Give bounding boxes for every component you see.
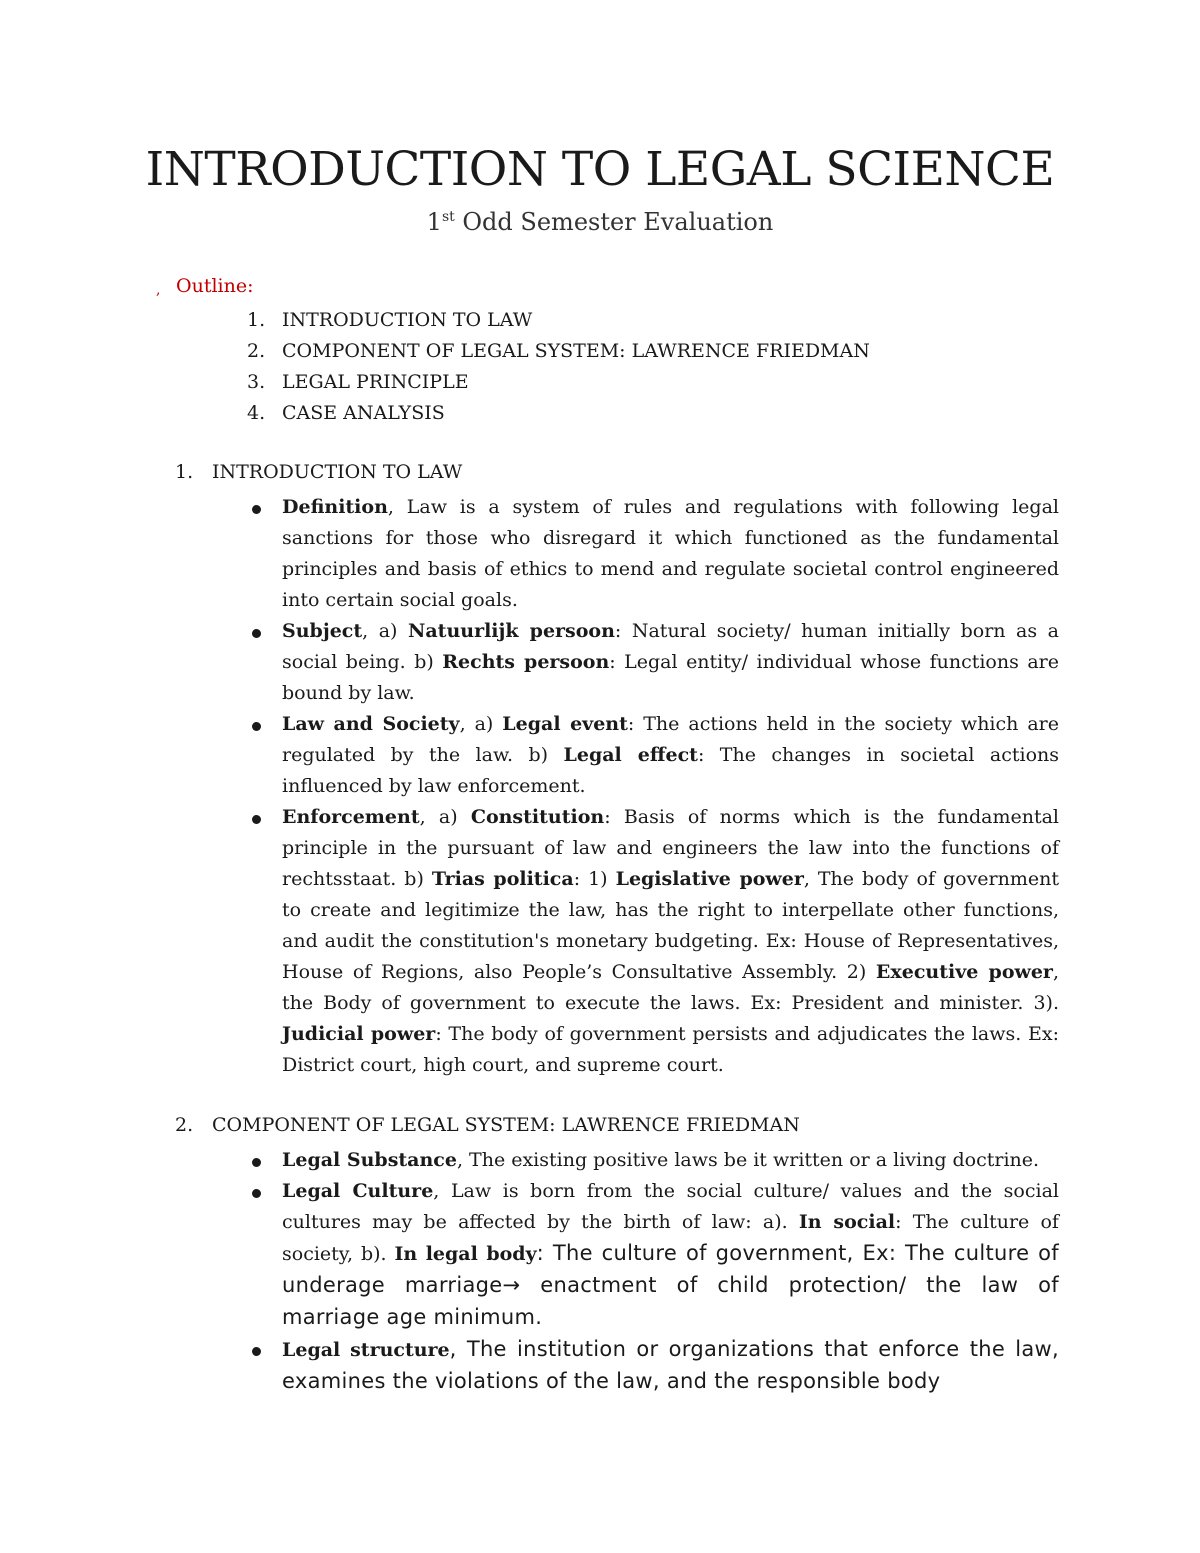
bullet-legal-culture: Legal Culture, Law is born from the social culture/ values and the social cultures may be affected by the birth of law: a). In social: The culture of society, b). In legal body: The culture of government, Ex: The culture of underage marriage→ enactment of child protection/ the law of marriage age minimum. xyxy=(247,1176,1059,1334)
outline-item: 1. INTRODUCTION TO LAW xyxy=(247,309,533,331)
bullet-legal-substance: Legal Substance, The existing positive laws be it written or a living doctrine. xyxy=(247,1145,1059,1176)
outline-list xyxy=(247,305,870,429)
bullet-definition: Definition, Law is a system of rules and regulations with following legal sanctions for those who disregard it which functioned as the fundamental principles and basis of ethics to mend and regulate societal control engineered into certain social goals. xyxy=(247,492,1059,616)
section-1-heading: 1. INTRODUCTION TO LAW xyxy=(175,461,463,483)
bullet-dot-icon xyxy=(252,1347,261,1356)
bullet-dot-icon xyxy=(252,815,261,824)
subtitle-number: 1 xyxy=(426,208,442,236)
document-title: INTRODUCTION TO LEGAL SCIENCE xyxy=(145,142,1055,197)
bullet-subject: Subject, a) Natuurlijk persoon: Natural society/ human initially born as a social being. b) Rechts persoon: Legal entity/ individual whose functions are bound by law. xyxy=(247,616,1059,709)
section-2-bullets xyxy=(247,1145,1059,1398)
bullet-dot-icon xyxy=(252,505,261,514)
outline-label: Outline: xyxy=(176,275,254,297)
document-subtitle xyxy=(0,208,1200,236)
bullet-dot-icon xyxy=(252,629,261,638)
bullet-law-and-society: Law and Society, a) Legal event: The actions held in the society which are regulated by the law. b) Legal effect: The changes in societal actions influenced by law enforcement. xyxy=(247,709,1059,802)
section-2-heading: 2. COMPONENT OF LEGAL SYSTEM: LAWRENCE FRIEDMAN xyxy=(175,1114,800,1136)
bullet-enforcement: Enforcement, a) Constitution: Basis of norms which is the fundamental principle in the pursuant of law and engineers the law into the functions of rechtsstaat. b) Trias politica: 1) Legislative power, The body of government to create and legitimize the law, has the right to interpellate other functions, and audit the constitution's monetary budgeting. Ex: House of Representatives, House of Regions, also People’s Consultative Assembly. 2) Executive power, the Body of government to execute the laws. Ex: President and minister. 3). Judicial power: The body of government persists and adjudicates the laws. Ex: District court, high court, and supreme court. xyxy=(247,802,1059,1081)
comment-marker-icon: , xyxy=(156,282,161,298)
bullet-dot-icon xyxy=(252,1158,261,1167)
outline-item: 2. COMPONENT OF LEGAL SYSTEM: LAWRENCE FRIEDMAN xyxy=(247,340,870,362)
subtitle-ordinal: st xyxy=(441,209,455,225)
subtitle-text: Odd Semester Evaluation xyxy=(454,208,774,236)
outline-item: 4. CASE ANALYSIS xyxy=(247,402,445,424)
bullet-legal-structure: Legal structure, The institution or organizations that enforce the law, examines the violations of the law, and the responsible body xyxy=(247,1334,1059,1398)
bullet-dot-icon xyxy=(252,722,261,731)
outline-item: 3. LEGAL PRINCIPLE xyxy=(247,371,469,393)
bullet-dot-icon xyxy=(252,1189,261,1198)
section-1-bullets xyxy=(247,492,1059,1081)
